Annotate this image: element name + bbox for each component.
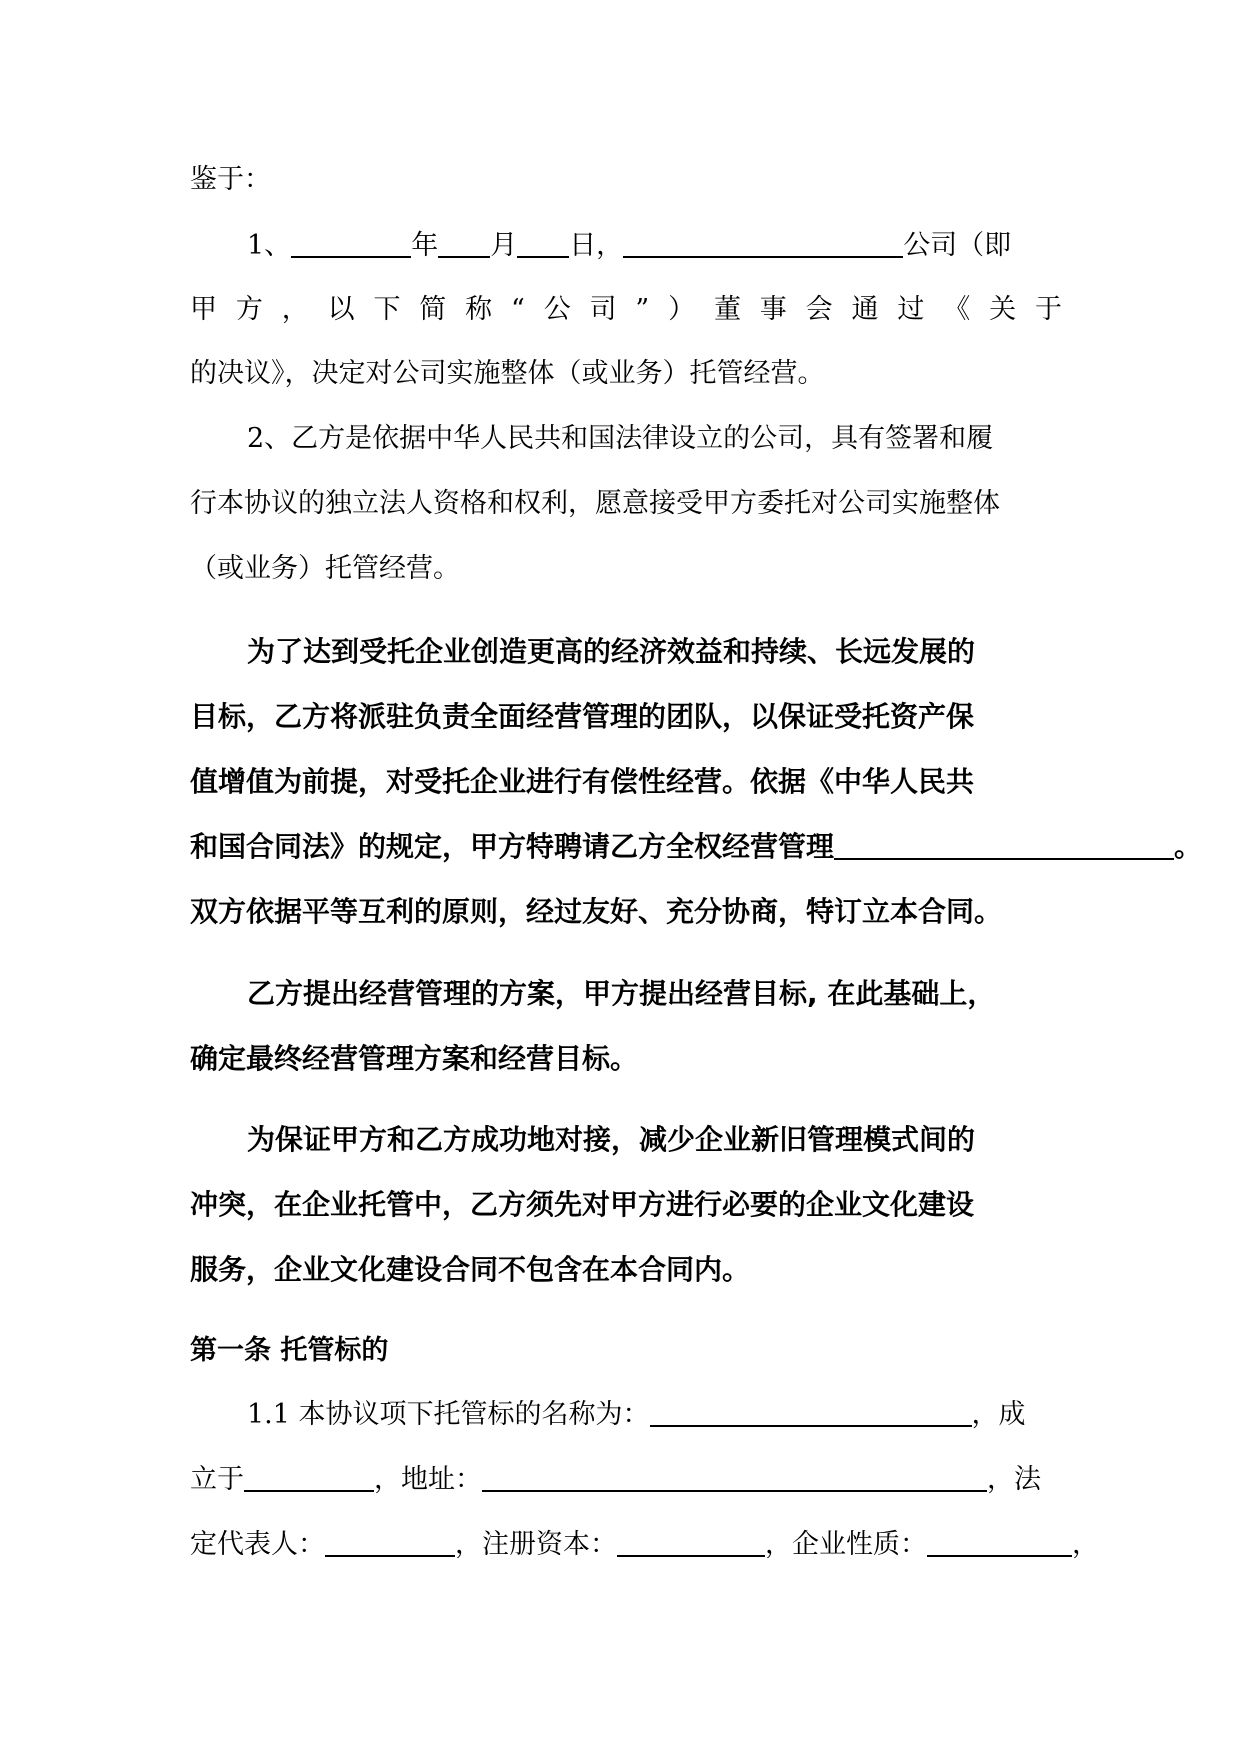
company-blank[interactable]: [623, 226, 903, 258]
item1-line1: 1、 年 月 日， 公司（即: [247, 226, 1011, 266]
article1-line1: 1.1 本协议项下托管标的名称为： ，成: [247, 1395, 1026, 1435]
article1-line3: 定代表人： ，注册资本： ，企业性质： ，: [190, 1525, 1099, 1565]
para-c-line3: 服务，企业文化建设合同不包含在本合同内。: [190, 1253, 751, 1286]
capital-blank[interactable]: [617, 1525, 765, 1557]
address-blank[interactable]: [482, 1460, 987, 1492]
company-type-blank[interactable]: [927, 1525, 1072, 1557]
item1-line3: 的决议》，决定对公司实施整体（或业务）托管经营。: [190, 358, 825, 389]
justified-char: 司: [589, 294, 617, 325]
target-name-blank[interactable]: [650, 1395, 972, 1427]
intro-text: 鉴于：: [190, 164, 271, 195]
justified-char: 以: [327, 294, 355, 325]
justified-char: 称: [465, 294, 493, 325]
justified-char: 过: [897, 294, 925, 325]
para-a-line5: 双方依据平等互利的原则，经过友好、充分协商，特订立本合同。: [190, 895, 1003, 928]
justified-char: 事: [759, 294, 787, 325]
justified-char: 会: [805, 294, 833, 325]
item2-line3: （或业务）托管经营。: [190, 553, 460, 584]
item1-line2: [190, 290, 1062, 330]
justified-char: 董: [713, 294, 741, 325]
justified-char: 公: [543, 294, 571, 325]
legal-rep-blank[interactable]: [325, 1525, 455, 1557]
justified-char: 《: [943, 294, 971, 325]
para-b-line2: 确定最终经营管理方案和经营目标。: [190, 1042, 639, 1075]
justified-char: 关: [989, 294, 1017, 325]
para-a-line4: 和国合同法》的规定，甲方特聘请乙方全权经营管理 。: [190, 830, 1203, 863]
justified-char: “: [511, 294, 525, 325]
article1-title: 第一条 托管标的: [190, 1335, 389, 1366]
month-blank[interactable]: [438, 226, 490, 258]
justified-char: 下: [373, 294, 401, 325]
year-blank[interactable]: [291, 226, 411, 258]
para-b-line1: 乙方提出经营管理的方案，甲方提出经营目标, 在此基础上，: [247, 977, 996, 1010]
item2-line2: 行本协议的独立法人资格和权利，愿意接受甲方委托对公司实施整体: [190, 488, 1000, 519]
managed-object-blank[interactable]: [834, 828, 1174, 860]
justified-char: 通: [851, 294, 879, 325]
item2-line1: 2、乙方是依据中华人民共和国法律设立的公司，具有签署和履: [247, 423, 994, 454]
justified-char: 简: [419, 294, 447, 325]
justified-char: 甲: [190, 294, 217, 325]
para-a-line1: 为了达到受托企业创造更高的经济效益和持续、长远发展的: [247, 635, 976, 668]
day-blank[interactable]: [517, 226, 569, 258]
para-c-line2: 冲突，在企业托管中，乙方须先对甲方进行必要的企业文化建设: [190, 1188, 975, 1221]
justified-char: ，: [281, 294, 309, 325]
para-a-line2: 目标，乙方将派驻负责全面经营管理的团队，以保证受托资产保: [190, 700, 975, 733]
justified-char: 于: [1034, 294, 1062, 325]
justified-char: ）: [668, 294, 696, 325]
justified-char: ”: [635, 294, 650, 325]
para-a-line3: 值增值为前提，对受托企业进行有偿性经营。依据《中华人民共: [190, 765, 975, 798]
founded-blank[interactable]: [244, 1460, 374, 1492]
article1-line2: 立于 ，地址： ，法: [190, 1460, 1041, 1500]
para-c-line1: 为保证甲方和乙方成功地对接，减少企业新旧管理模式间的: [247, 1123, 976, 1156]
justified-char: 方: [235, 294, 263, 325]
